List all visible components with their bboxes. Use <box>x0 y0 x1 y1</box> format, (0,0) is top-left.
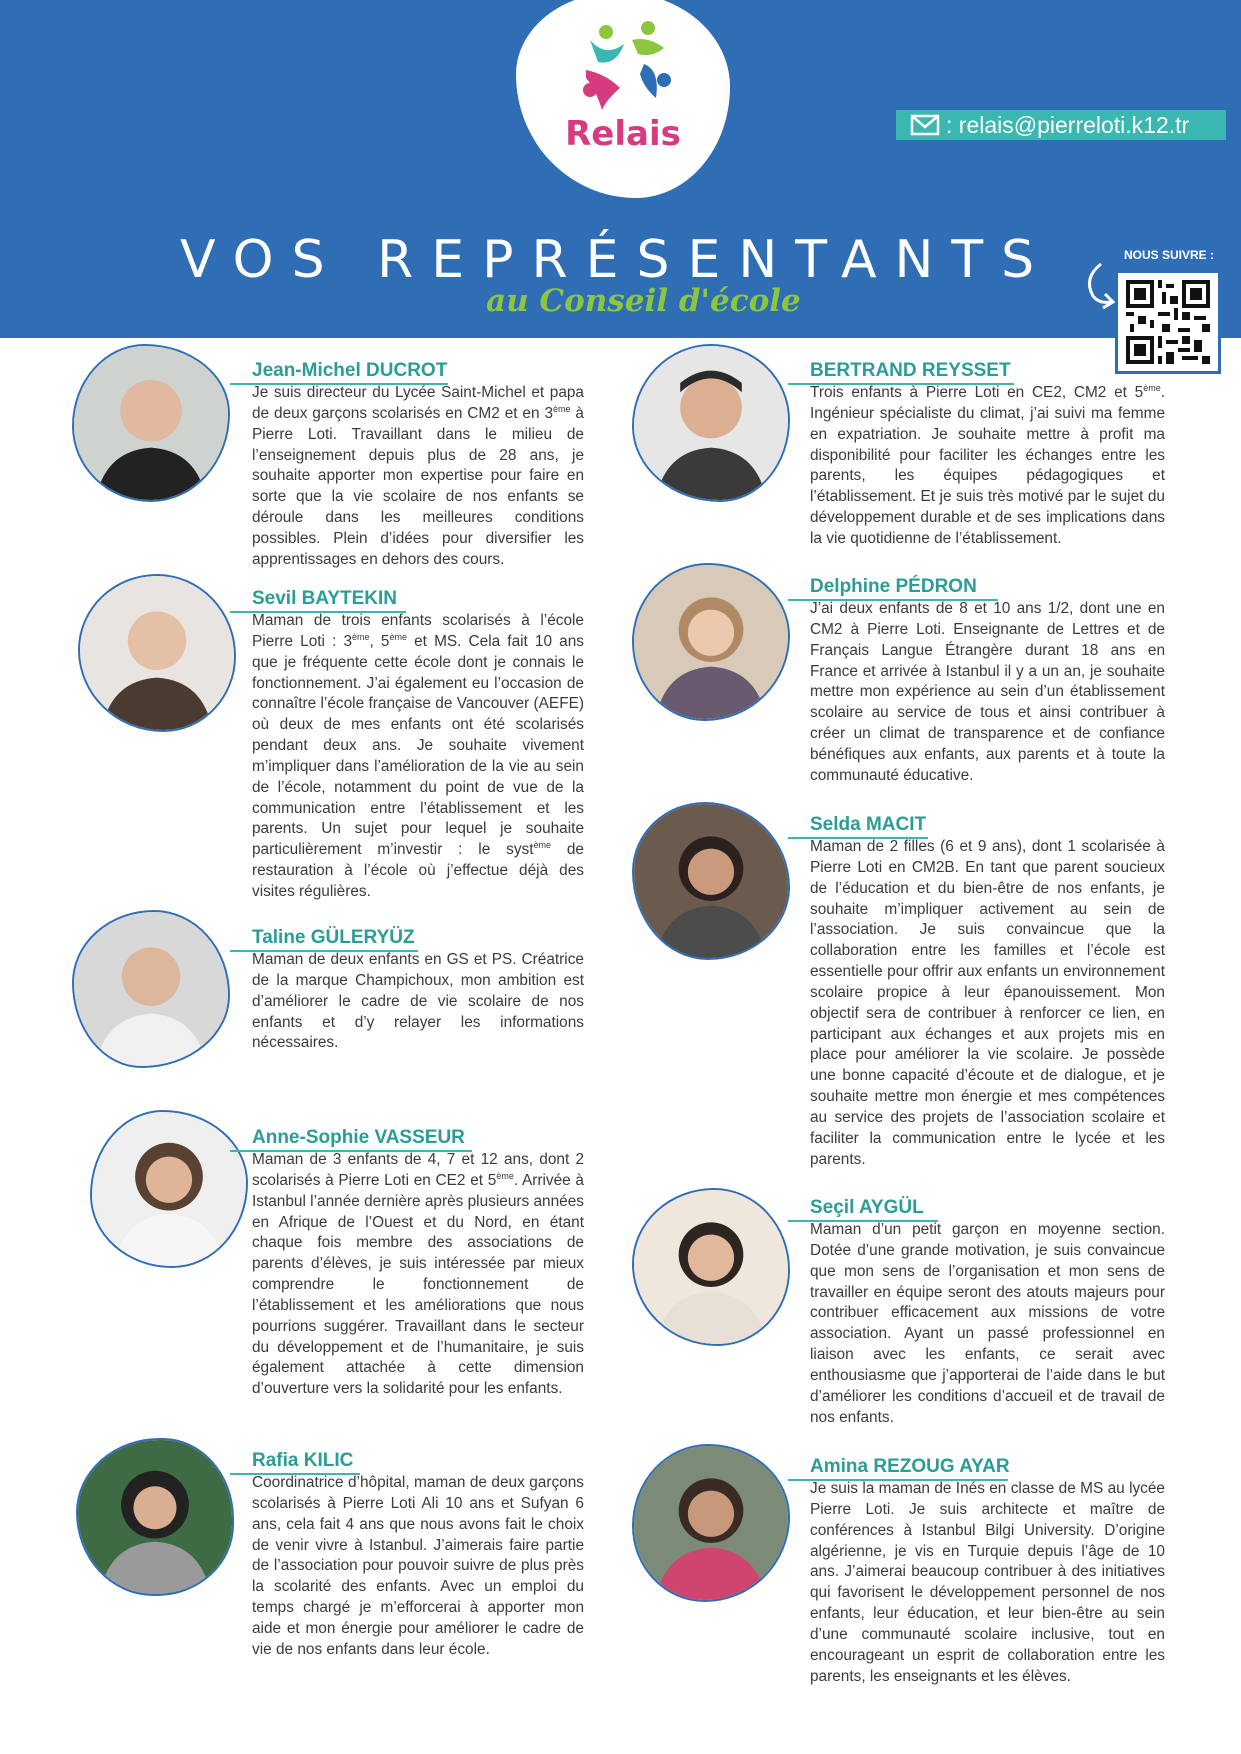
qr-code[interactable] <box>1115 270 1221 374</box>
representative-bio: Trois enfants à Pierre Loti en CE2, CM2 et 5ème. Ingénieur spécialiste du climat, j’ai suivi ma femme en expatriation. Je souhaite mettre à profit ma disponibilité pour faciliter les échanges entre les parents, les équipes pédagogiques et l’établissement. Et je suis très motivé par le sujet du développement durable et de ses implications dans la vie quotidienne de l’établissement. <box>810 382 1165 547</box>
representative-bio: Maman de 3 enfants de 4, 7 et 12 ans, dont 2 scolarisés à Pierre Loti en CE2 et 5ème. Arrivée à Istanbul l’année dernière après plusieurs années en Afrique de l’Ouest et du Nord, en étant chaque fois membre des associations de parents d’élèves, je suis intéressée par mieux comprendre le fonctionnement de l’établissement et les améliorations que nous pourrions suggérer. Travaillant dans le secteur du développement et de l’humanitaire, je suis également attachée à cette dimension d’ouverture vers la solidarité pour les enfants. <box>252 1151 584 1398</box>
representative-bio: Je suis directeur du Lycée Saint-Michel et papa de deux garçons scolarisés en CM2 et en 3ème à Pierre Loti. Travaillant dans le milieu de l’enseignement depuis plus de 28 ans, je souhaite apporter mon expertise pour faire en sorte que la vie scolaire de nos enfants se déroule dans les meilleures conditions possibles. Plein d’idées pour diversifier les apprentissages en dehors des cours. <box>252 384 584 568</box>
person-icon <box>634 1446 788 1600</box>
mail-icon <box>910 114 940 136</box>
person-icon <box>92 1112 246 1266</box>
email-contact[interactable] <box>896 110 1226 140</box>
representative-name: Jean-Michel DUCROT <box>252 360 448 381</box>
portrait-photo <box>72 344 230 502</box>
portrait-photo <box>632 1188 790 1346</box>
person-icon <box>634 346 788 500</box>
portrait-photo <box>90 1110 248 1268</box>
email-address: : relais@pierreloti.k12.tr <box>946 112 1190 138</box>
page-title: VOS REPRÉSENTANTS <box>180 230 1053 290</box>
portrait-photo <box>632 563 790 721</box>
qr-code-icon <box>1125 280 1211 364</box>
portrait-photo <box>76 1438 234 1596</box>
representative-name: Sevil BAYTEKIN <box>252 588 398 609</box>
portrait-photo <box>632 802 790 960</box>
representative-name: Amina REZOUG AYAR <box>810 1456 1010 1477</box>
portrait-photo <box>78 574 236 732</box>
logo <box>516 0 730 198</box>
portrait-photo <box>72 910 230 1068</box>
representative-bio: Coordinatrice d’hôpital, maman de deux garçons scolarisés à Pierre Loti Ali 10 ans et Sufyan 6 ans, cela fait 4 ans que nous avons fait le choix de venir vivre à Istanbul. J’aimerais faire partie de l’association pour pouvoir suivre de plus près la scolarité des enfants. Avec un emploi du temps chargé je m’efforcerai à apporter mon aide et mon énergie pour améliorer le cadre de vie de nos enfants dans leur école. <box>252 1474 584 1658</box>
representative-name: Seçil AYGÜL <box>810 1197 924 1218</box>
representative-name: Selda MACIT <box>810 814 927 835</box>
representative-bio: Maman d’un petit garçon en moyenne section. Dotée d’une grande motivation, je suis convaincue que mon sens de l’organisation et mon sens de travailler en équipe seront des atouts majeurs pour contribuer efficacement aux missions de votre association. Ayant un passé professionnel en liaison avec les enfants, ce serait avec enthousiasme que j’apporterai de l’aide dans le but d’améliorer les conditions d’accueil et de travail de nos enfants. <box>810 1221 1165 1426</box>
representative-name: Delphine PÉDRON <box>810 576 977 597</box>
relais-logo-icon <box>576 18 676 114</box>
representative-name: Taline GÜLERYÜZ <box>252 927 415 948</box>
representative-bio: Maman de 2 filles (6 et 9 ans), dont 1 scolarisée à Pierre Loti en CM2B. En tant que parent soucieux de l’éducation et du bien-être de nos enfants, je souhaite m’impliquer activement au sein de l’association. Je suis convaincue que la collaboration entre les familles et l’école est essentielle pour offrir aux enfants un environnement scolaire propice à leur épanouissement. Mon objectif sera de contribuer à renforcer ce lien, en participant aux échanges et aux projets mis en place pour améliorer la vie scolaire. Je possède une bonne capacité d’écoute et de dialogue, et je souhaite mettre mon énergie et mes compétences au service des projets de l’association scolaire et faciliter la communication entre le lycée et les parents. <box>810 838 1165 1168</box>
representative-name: BERTRAND REYSSET <box>810 360 1011 381</box>
person-icon <box>80 576 234 730</box>
person-icon <box>634 804 788 958</box>
representative-name: Rafia KILIC <box>252 1450 354 1471</box>
person-icon <box>634 1190 788 1344</box>
representative-bio: J’ai deux enfants de 8 et 10 ans 1/2, dont une en CM2 à Pierre Loti. Enseignante de Lettres et de Français Langue Étrangère durant 18 ans en France et arrivée à Istanbul il y a un an, je souhaite mettre mon expérience au sein d’un établissement scolaire au service de tous et ainsi contribuer à créer un climat de transparence et de confiance bénéfiques aux enfants, aux parents et à toute la communauté éducative. <box>810 600 1165 784</box>
portrait-photo <box>632 344 790 502</box>
representative-bio: Maman de trois enfants scolarisés à l’école Pierre Loti : 3ème, 5ème et MS. Cela fait 10 ans que je fréquente cette école dont je connais le fonctionnement. J’ai également eu l’occasion de connaître l’école française de Vancouver (AEFE) où deux de mes enfants ont été scolarisés pendant deux ans. Je souhaite vivement m’impliquer dans l’amélioration de la vie au sein de l’école, notamment du point de vue de la communication entre l’établissement et les parents. Un sujet pour lequel je souhaite particulièrement m’investir : le syst$^{ème}$ de restauration à l’école où j’effectue déjà des visites régulières. <box>252 612 584 900</box>
follow-label: NOUS SUIVRE : <box>1124 248 1215 262</box>
portrait-photo <box>632 1444 790 1602</box>
person-icon <box>634 565 788 719</box>
person-icon <box>74 912 228 1066</box>
person-icon <box>78 1440 232 1594</box>
representative-bio: Maman de deux enfants en GS et PS. Créatrice de la marque Champichoux, mon ambition est d’améliorer le cadre de vie scolaire de nos enfants et d’y relayer les informations nécessaires. <box>252 951 584 1052</box>
page-subtitle: au Conseil d'école <box>486 283 801 319</box>
person-icon <box>74 346 228 500</box>
representative-bio: Je suis la maman de Inés en classe de MS au lycée Pierre Loti. Je suis architecte et maître de conférences à Istanbul Bilgi University. D’origine algérienne, je vis en Turquie depuis l’âge de 10 ans. J’aimerai beaucoup contribuer à des initiatives qui favorisent le développement personnel de nos enfants, leur éducation, et leur bien-être au sein d’une communauté scolaire inclusive, tout en encourageant un esprit de collaboration entre les parents, les enseignants et les élèves. <box>810 1480 1165 1685</box>
representative-name: Anne-Sophie VASSEUR <box>252 1127 465 1148</box>
logo-text: Relais <box>565 114 681 154</box>
header-banner <box>0 0 1241 338</box>
